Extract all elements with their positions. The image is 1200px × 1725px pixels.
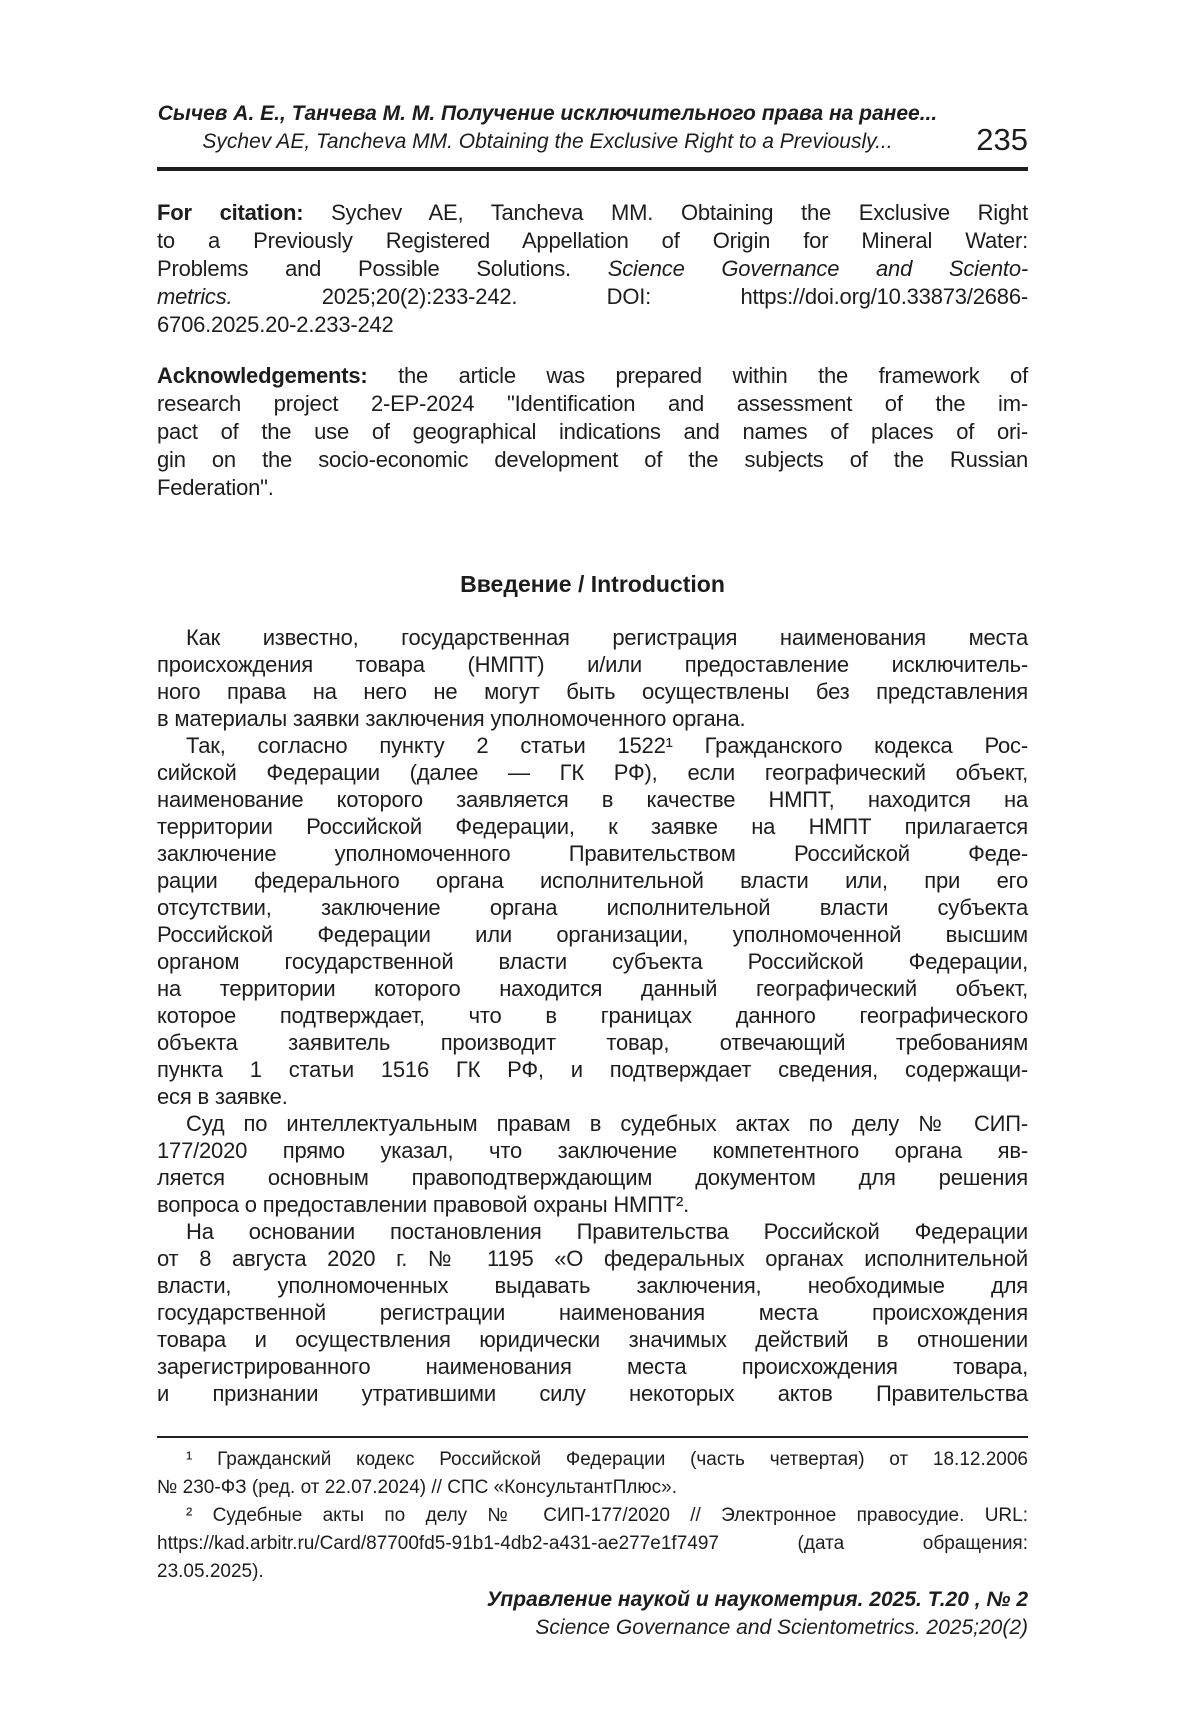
text-line: 177/2020 прямо указал, что заключение компетентного органа яв- bbox=[157, 1138, 1028, 1163]
text-line: research project 2-EP-2024 "Identification and assessment of the im- bbox=[157, 391, 1028, 416]
text-line: объекта заявитель производит товар, отвечающий требованиям bbox=[157, 1030, 1028, 1055]
text-line: и признании утратившими силу некоторых актов Правительства bbox=[157, 1381, 1028, 1406]
header-rule bbox=[157, 167, 1028, 171]
text-line: Acknowledgements: the article was prepared within the framework of bbox=[157, 363, 1028, 388]
text-line: пункта 1 статьи 1516 ГК РФ, и подтверждает сведения, содержащи- bbox=[157, 1057, 1028, 1082]
text-line: Federation". bbox=[157, 475, 274, 500]
footer-journal-en: Science Governance and Scientometrics. 2025;20(2) bbox=[535, 1616, 1028, 1639]
text-line: сийской Федерации (далее — ГК РФ), если географический объект, bbox=[157, 760, 1028, 785]
text-line: 23.05.2025). bbox=[157, 1561, 264, 1582]
text-column bbox=[157, 0, 1028, 1642]
text-line: товара и осуществления юридически значимых действий в отношении bbox=[157, 1327, 1028, 1352]
footer-journal-ru: Управление наукой и наукометрия. 2025. Т.20 , № 2 bbox=[486, 1588, 1028, 1611]
text-line: происхождения товара (НМПТ) и/или предоставление исключитель- bbox=[157, 652, 1028, 677]
text-line: ² Судебные акты по делу № СИП-177/2020 // Электронное правосудие. URL: bbox=[186, 1505, 1028, 1526]
text-line: вопроса о предоставлении правовой охраны НМПТ². bbox=[157, 1192, 690, 1217]
running-head-titles bbox=[157, 100, 938, 156]
intro-paragraph-1 bbox=[157, 624, 1028, 732]
journal-footer bbox=[157, 1586, 1028, 1642]
citation-paragraph bbox=[157, 199, 1028, 339]
text-line: еся в заявке. bbox=[157, 1084, 288, 1109]
running-head bbox=[157, 100, 1028, 156]
footnote-separator bbox=[157, 1436, 1028, 1438]
text-line: Суд по интеллектуальным правам в судебных актах по делу № СИП- bbox=[186, 1111, 1028, 1136]
text-line: которое подтверждает, что в границах данного географического bbox=[157, 1003, 1028, 1028]
text-line: в материалы заявки заключения уполномоченного органа. bbox=[157, 706, 746, 731]
running-title-ru: Сычев А. Е., Танчева М. М. Получение исключительного права на ранее... bbox=[157, 102, 938, 125]
text-line: власти, уполномоченных выдавать заключения, необходимые для bbox=[157, 1273, 1028, 1298]
introduction-heading: Введение / Introduction bbox=[460, 571, 725, 597]
text-line: https://kad.arbitr.ru/Card/87700fd5-91b1-4db2-a431-ae277e1f7497 (дата обращения: bbox=[157, 1533, 1028, 1554]
text-line: заключение уполномоченного Правительством Российской Феде- bbox=[157, 841, 1028, 866]
text-line: metrics. 2025;20(2):233-242. DOI: https://doi.org/10.33873/2686- bbox=[157, 284, 1028, 309]
text-line: рации федерального органа исполнительной власти или, при его bbox=[157, 868, 1028, 893]
acknowledgements-paragraph bbox=[157, 362, 1028, 502]
intro-paragraph-2 bbox=[157, 732, 1028, 1110]
page-number: 235 bbox=[976, 122, 1028, 157]
text-line: от 8 августа 2020 г. № 1195 «О федеральных органах исполнительной bbox=[157, 1246, 1028, 1271]
footnote-2 bbox=[157, 1502, 1028, 1586]
text-line: государственной регистрации наименования места происхождения bbox=[157, 1300, 1028, 1325]
intro-paragraph-4 bbox=[157, 1218, 1028, 1407]
text-line: ¹ Гражданский кодекс Российской Федерации (часть четвертая) от 18.12.2006 bbox=[186, 1449, 1028, 1470]
text-line: на территории которого находится данный географический объект, bbox=[157, 976, 1028, 1001]
text-line: органом государственной власти субъекта Российской Федерации, bbox=[157, 949, 1028, 974]
text-line: Как известно, государственная регистрация наименования места bbox=[186, 625, 1028, 650]
footnote-1 bbox=[157, 1446, 1028, 1502]
text-line: ного права на него не могут быть осуществлены без представления bbox=[157, 679, 1028, 704]
text-line: gin on the socio-economic development of the subjects of the Russian bbox=[157, 447, 1028, 472]
text-line: For citation: Sychev AE, Tancheva MM. Obtaining the Exclusive Right bbox=[157, 200, 1028, 225]
intro-paragraph-3 bbox=[157, 1110, 1028, 1218]
text-line: to a Previously Registered Appellation of Origin for Mineral Water: bbox=[157, 228, 1028, 253]
running-title-en: Sychev AE, Tancheva MM. Obtaining the Exclusive Right to a Previously... bbox=[202, 130, 893, 153]
text-line: зарегистрированного наименования места происхождения товара, bbox=[157, 1354, 1028, 1379]
text-line: Problems and Possible Solutions. Science Governance and Sciento- bbox=[157, 256, 1029, 281]
text-line: ляется основным правоподтверждающим документом для решения bbox=[157, 1165, 1028, 1190]
text-line: № 230-ФЗ (ред. от 22.07.2024) // СПС «КонсультантПлюс». bbox=[157, 1477, 677, 1498]
text-line: отсутствии, заключение органа исполнительной власти субъекта bbox=[157, 895, 1028, 920]
text-line: pact of the use of geographical indications and names of places of ori- bbox=[157, 419, 1028, 444]
text-line: территории Российской Федерации, к заявке на НМПТ прилагается bbox=[157, 814, 1028, 839]
text-line: Российской Федерации или организации, уполномоченной высшим bbox=[157, 922, 1028, 947]
text-line: Так, согласно пункту 2 статьи 1522¹ Гражданского кодекса Рос- bbox=[186, 733, 1028, 758]
text-line: На основании постановления Правительства Российской Федерации bbox=[186, 1219, 1028, 1244]
text-line: наименование которого заявляется в качестве НМПТ, находится на bbox=[157, 787, 1028, 812]
text-line: 6706.2025.20-2.233-242 bbox=[157, 312, 394, 337]
